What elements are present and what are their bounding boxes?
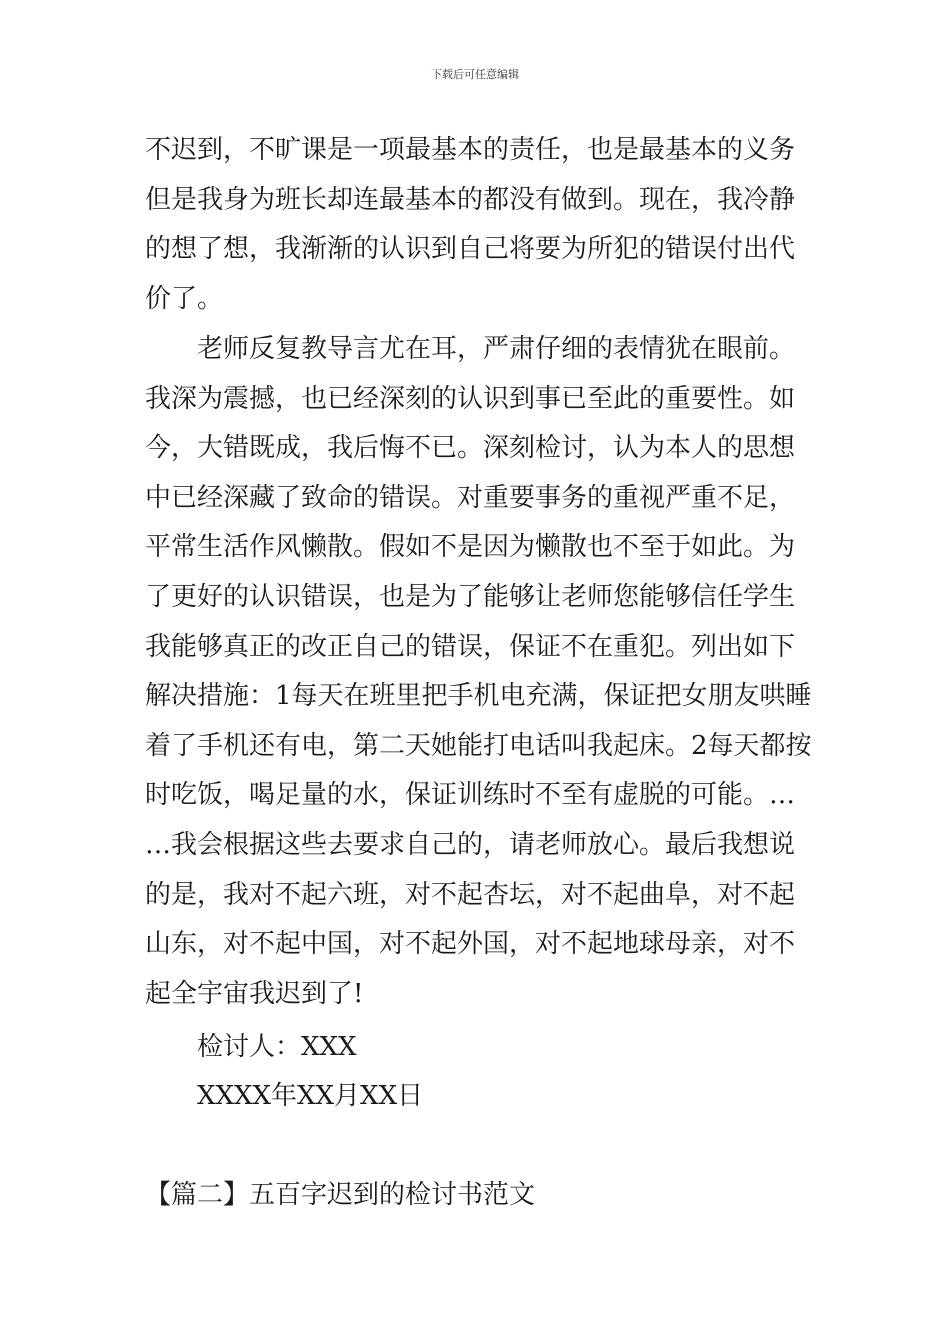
text-line: 的想了想，我渐渐的认识到自己将要为所犯的错误付出代 xyxy=(145,234,796,265)
text-line: 着了手机还有电，第二天她能打电话叫我起床。2每天都按 xyxy=(145,730,812,761)
text-line: 不迟到，不旷课是一项最基本的责任，也是最基本的义务 xyxy=(145,135,796,165)
text-line: 的是，我对不起六班，对不起杏坛，对不起曲阜，对不起 xyxy=(145,879,796,910)
paragraph-1 xyxy=(145,126,807,324)
text-line: 老师反复教导言尤在耳，严肃仔细的表情犹在眼前。 xyxy=(197,334,796,364)
header-note: 下载后可任意编辑 xyxy=(431,68,519,81)
text-line: 中已经深藏了致命的错误。对重要事务的重视严重不足， xyxy=(145,482,796,513)
text-line: …我会根据这些去要求自己的，请老师放心。最后我想说 xyxy=(145,829,796,860)
paragraph-2 xyxy=(145,325,812,1019)
text-line: 今，大错既成，我后悔不已。深刻检讨，认为本人的思想 xyxy=(145,433,796,464)
signature-date: XXXX年XX月XX日 xyxy=(197,1081,424,1111)
text-line: 价了。 xyxy=(145,283,224,314)
text-line: 了更好的认识错误，也是为了能够让老师您能够信任学生 xyxy=(145,581,796,612)
section-title: 【篇二】五百字迟到的检讨书范文 xyxy=(145,1180,536,1210)
text-line: 平常生活作风懒散。假如不是因为懒散也不至于如此。为 xyxy=(145,532,796,563)
text-line: 山东，对不起中国，对不起外国，对不起地球母亲，对不 xyxy=(145,929,796,960)
text-line: 解决措施：1每天在班里把手机电充满，保证把女朋友哄睡 xyxy=(145,681,812,712)
text-line: 我深为震撼，也已经深刻的认识到事已至此的重要性。如 xyxy=(145,383,796,414)
text-line: 起全宇宙我迟到了! xyxy=(145,978,364,1009)
signature-name: 检讨人：XXX xyxy=(197,1032,357,1062)
text-line: 时吃饭，喝足量的水，保证训练时不至有虚脱的可能。… xyxy=(145,780,796,811)
text-line: 我能够真正的改正自己的错误，保证不在重犯。列出如下 xyxy=(145,631,796,662)
text-line: 但是我身为班长却连最基本的都没有做到。现在，我冷静 xyxy=(145,184,796,215)
